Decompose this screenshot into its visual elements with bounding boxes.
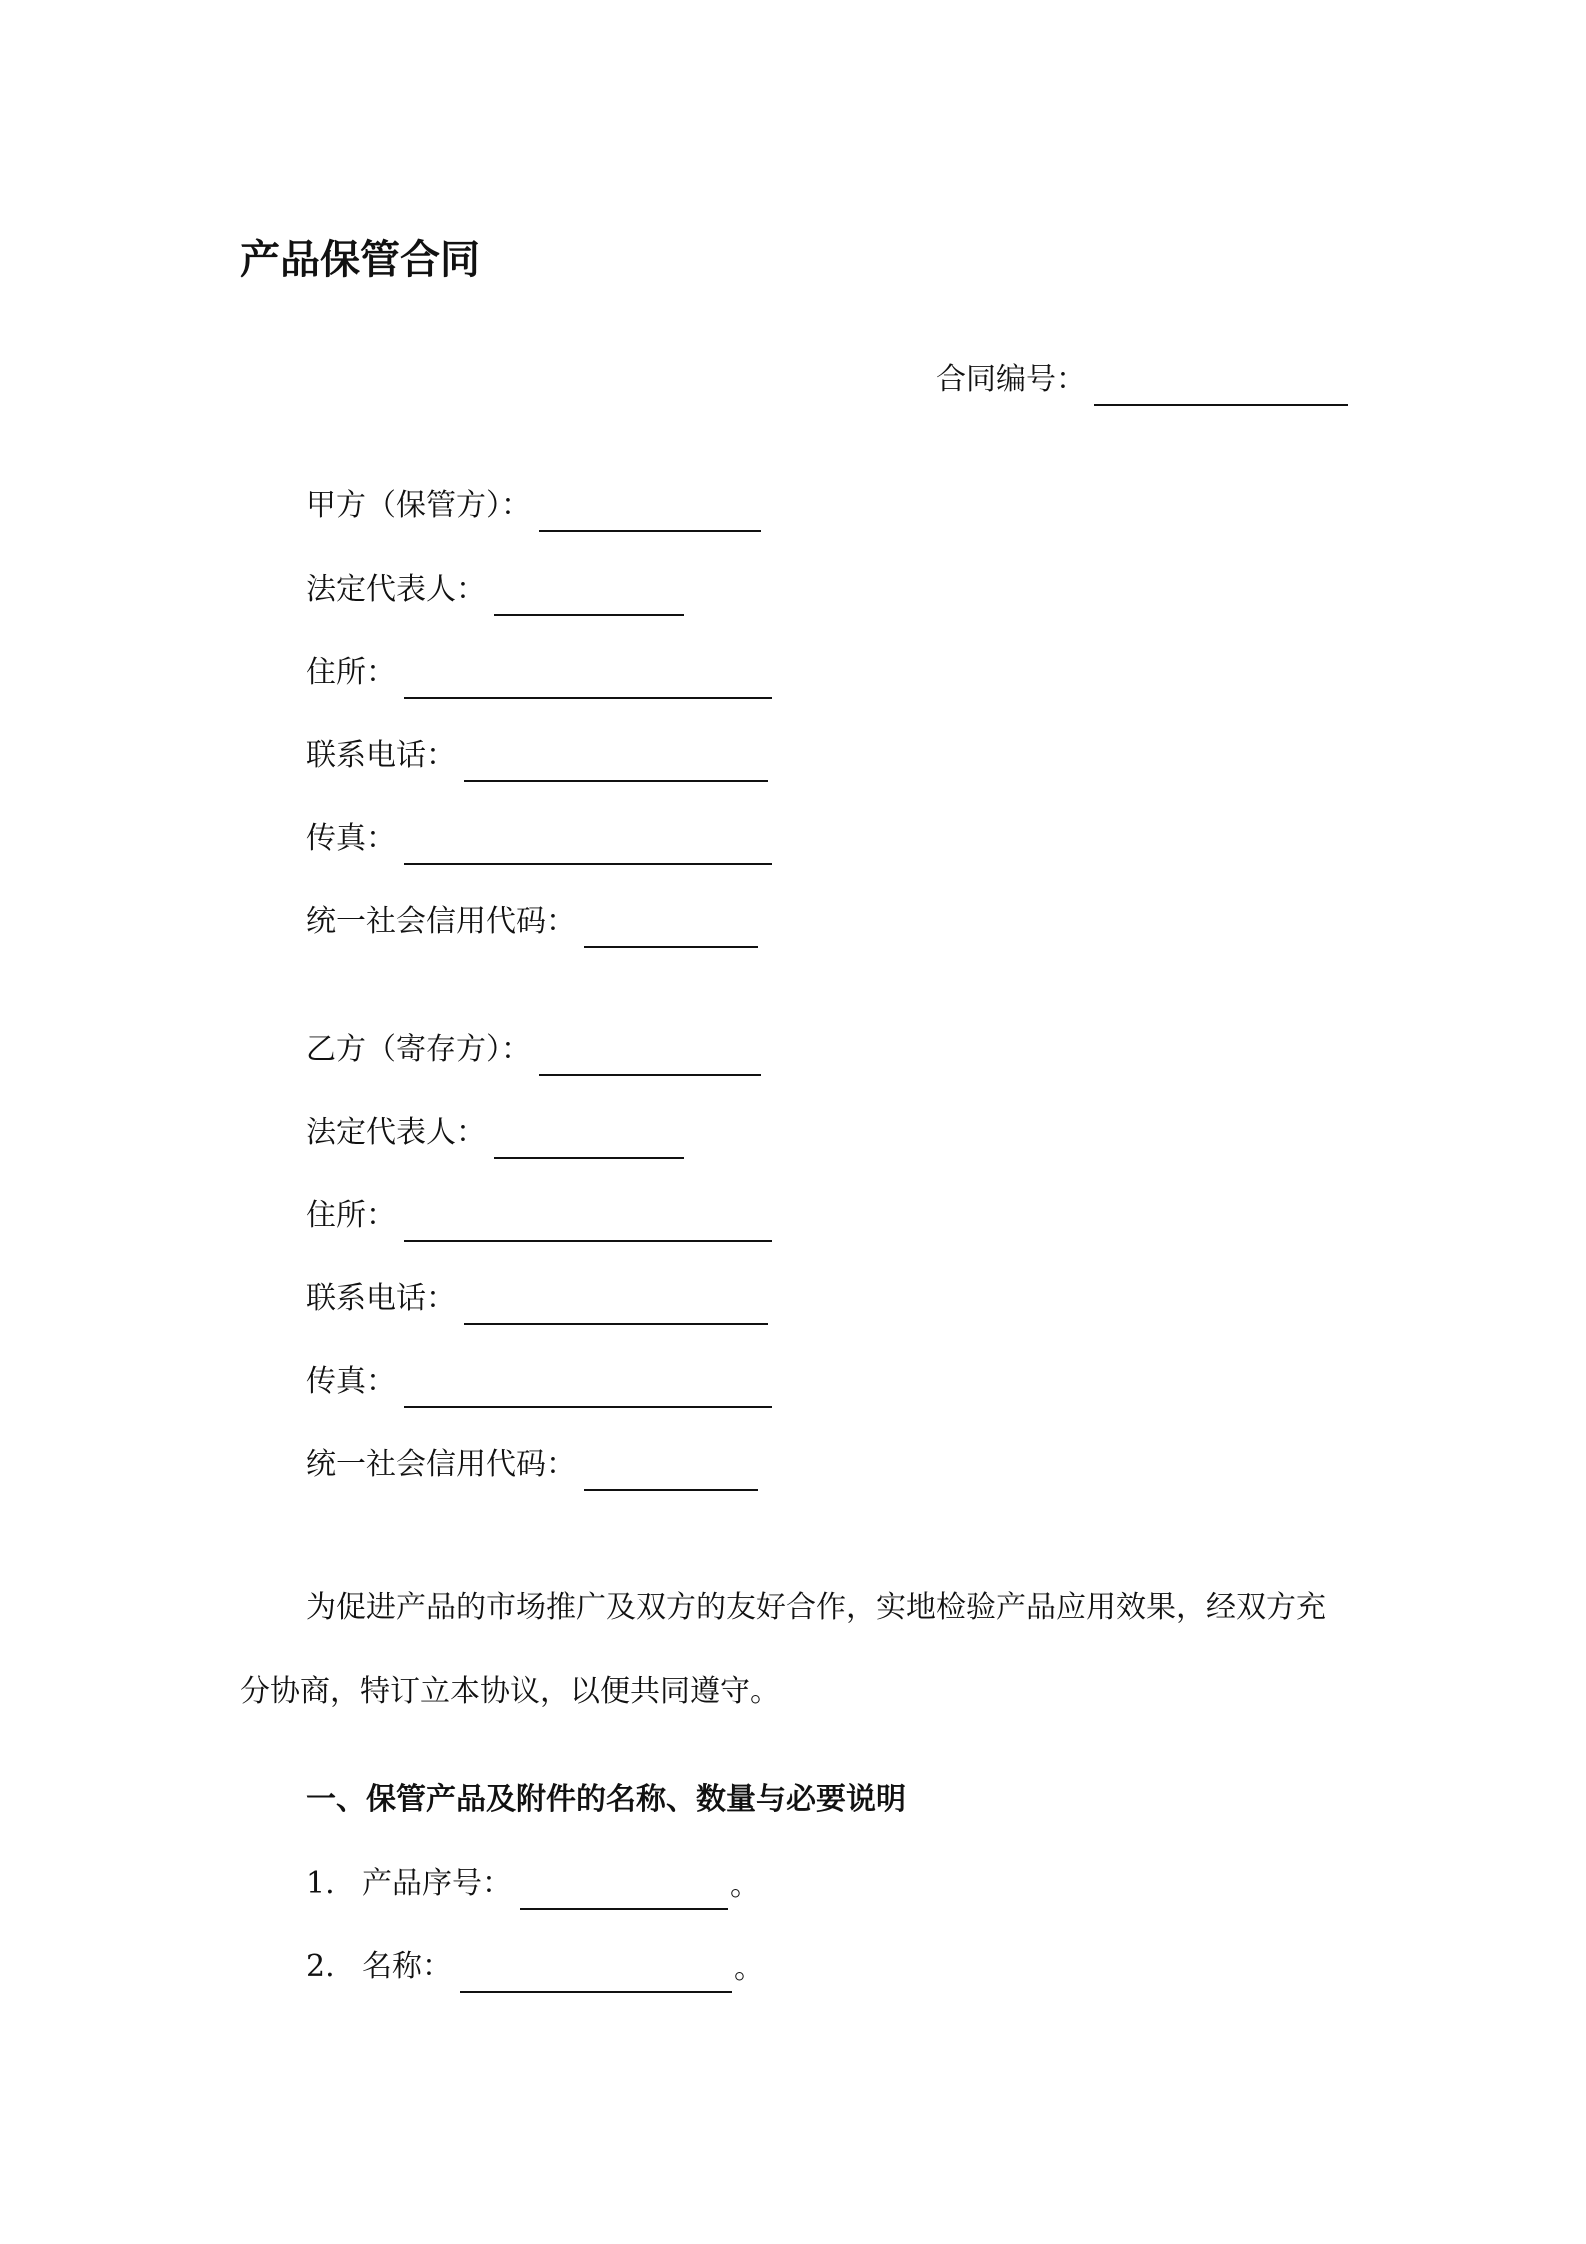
party-b-fax-label: 传真： (306, 1364, 396, 1399)
party-b-rep-label: 法定代表人： (306, 1115, 486, 1150)
party-b-credit-code-field (306, 1441, 758, 1491)
party-b-heading-label: 乙方（寄存方）： (306, 1032, 531, 1067)
party-a-rep-blank[interactable] (494, 572, 684, 616)
party-b-heading-field (306, 1026, 761, 1076)
item-2-suffix: 。 (734, 1951, 764, 1986)
party-a-heading-field (306, 482, 761, 532)
party-a-credit-code-field (306, 898, 758, 948)
party-b-credit-code-blank[interactable] (584, 1447, 758, 1491)
party-b-fax-field (306, 1358, 772, 1408)
party-a-rep-label: 法定代表人： (306, 572, 486, 607)
party-b-address-field (306, 1192, 772, 1242)
item-2-number: 2. (306, 1949, 335, 1984)
party-a-address-blank[interactable] (404, 655, 772, 699)
party-a-phone-blank[interactable] (464, 738, 768, 782)
party-a-address-label: 住所： (306, 655, 396, 690)
document-title: 产品保管合同 (240, 237, 480, 283)
party-a-fax-field (306, 815, 772, 865)
item-2-field (306, 1943, 764, 1993)
party-b-fax-blank[interactable] (404, 1364, 772, 1408)
party-b-credit-code-label: 统一社会信用代码： (306, 1447, 576, 1482)
item-1-suffix: 。 (730, 1868, 760, 1903)
section-1-heading: 一、保管产品及附件的名称、数量与必要说明 (306, 1782, 906, 1817)
party-a-rep-field (306, 566, 684, 616)
contract-number-blank[interactable] (1094, 362, 1348, 406)
party-b-address-label: 住所： (306, 1198, 396, 1233)
party-b-phone-blank[interactable] (464, 1281, 768, 1325)
party-a-fax-blank[interactable] (404, 821, 772, 865)
item-1-label: 产品序号： (362, 1866, 512, 1901)
item-2-blank[interactable] (460, 1949, 732, 1993)
party-a-name-blank[interactable] (539, 488, 761, 532)
party-a-fax-label: 传真： (306, 821, 396, 856)
item-2-label: 名称： (362, 1949, 452, 1984)
item-1-number: 1. (306, 1866, 335, 1901)
party-a-credit-code-blank[interactable] (584, 904, 758, 948)
item-1-blank[interactable] (520, 1866, 728, 1910)
party-b-phone-label: 联系电话： (306, 1281, 456, 1316)
party-b-phone-field (306, 1275, 768, 1325)
party-a-credit-code-label: 统一社会信用代码： (306, 904, 576, 939)
party-b-rep-blank[interactable] (494, 1115, 684, 1159)
party-a-phone-field (306, 732, 768, 782)
party-b-address-blank[interactable] (404, 1198, 772, 1242)
contract-number-label: 合同编号： (936, 362, 1086, 397)
party-a-heading-label: 甲方（保管方）： (306, 488, 531, 523)
item-1-field (306, 1860, 760, 1910)
party-b-name-blank[interactable] (539, 1032, 761, 1076)
contract-number-field (936, 356, 1348, 406)
party-a-address-field (306, 649, 772, 699)
party-b-rep-field (306, 1109, 684, 1159)
intro-paragraph: 为促进产品的市场推广及双方的友好合作，实地检验产品应用效果，经双方充分协商，特订立本协议，以便共同遵守。 (240, 1590, 1326, 1709)
party-a-phone-label: 联系电话： (306, 738, 456, 773)
